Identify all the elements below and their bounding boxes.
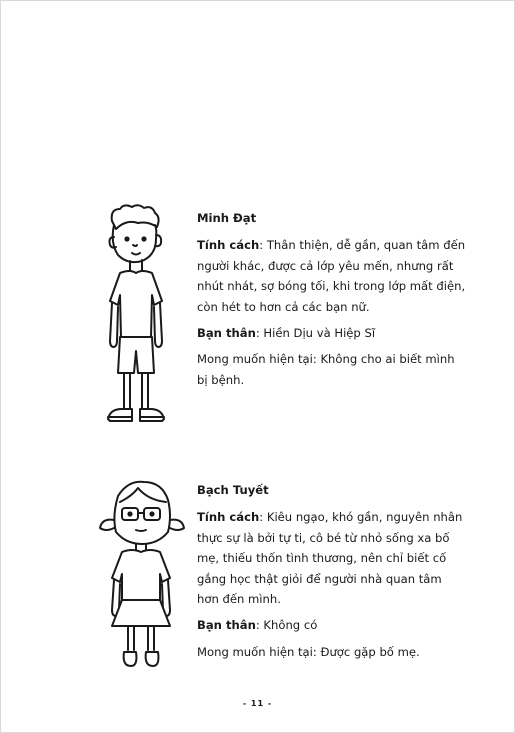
- personality-text: : Kiêu ngạo, khó gần, nguyên nhân thực sự là bởi tự ti, cô bé từ nhỏ sống xa bố mẹ, thiếu thốn tình thương, nên chỉ biết cố gắng học thật giỏi để người nhà quan tâm hơn đến mình.: [197, 510, 463, 607]
- friend-paragraph: [197, 323, 467, 343]
- character-name: Minh Đạt: [197, 211, 257, 225]
- character-name: Bạch Tuyết: [197, 483, 269, 497]
- wish-paragraph: Mong muốn hiện tại: Không cho ai biết mình bị bệnh.: [197, 352, 455, 387]
- wish-paragraph: Mong muốn hiện tại: Được gặp bố mẹ.: [197, 644, 420, 659]
- character-info: [197, 480, 467, 668]
- personality-label: Tính cách: [197, 510, 260, 525]
- personality-paragraph: [197, 235, 467, 317]
- personality-label: Tính cách: [197, 238, 260, 253]
- personality-text: : Thân thiện, dễ gần, quan tâm đến người khác, được cả lớp yêu mến, nhưng rất nhút nhát, sợ bóng tối, khi trong lớp mất điện, còn hét to hơn cả các bạn nữ.: [197, 238, 466, 314]
- friend-text: : Hiền Dịu và Hiệp Sĩ: [255, 326, 376, 341]
- page-number: - 11 -: [242, 699, 273, 708]
- personality-paragraph: [197, 507, 467, 609]
- friend-paragraph: [197, 615, 467, 635]
- friend-text: : Không có: [255, 618, 318, 633]
- friend-label: Bạn thân: [197, 618, 256, 633]
- friend-label: Bạn thân: [197, 326, 256, 341]
- character-info: [197, 208, 467, 396]
- boy-illustration: [98, 203, 174, 431]
- girl-illustration: [98, 476, 186, 672]
